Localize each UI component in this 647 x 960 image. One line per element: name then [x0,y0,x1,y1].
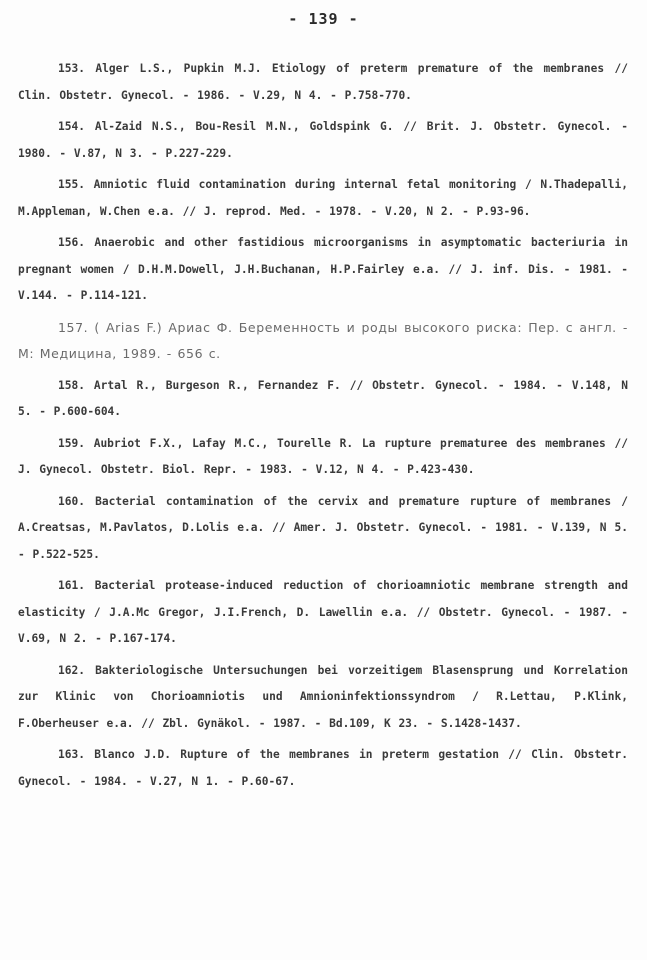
reference-item: 163. Blanco J.D. Rupture of the membranes in preterm gestation // Clin. Obstetr. Gynecol. - 1984. - V.27, N 1. - P.60-67. [18,748,628,788]
reference-item: 153. Alger L.S., Pupkin M.J. Etiology of preterm premature of the membranes // Clin. Obstetr. Gynecol. - 1986. - V.29, N 4. - P.758-770. [18,62,628,102]
reference-item: 155. Amniotic fluid contamination during internal fetal monitoring / N.Thadepalli, M.Appleman, W.Chen e.a. // J. reprod. Med. - 1978. - V.20, N 2. - P.93-96. [18,178,628,218]
reference-item: 160. Bacterial contamination of the cervix and premature rupture of membranes / A.Creatsas, M.Pavlatos, D.Lolis e.a. // Amer. J. Obstetr. Gynecol. - 1981. - V.139, N 5. - P.522-525. [18,494,628,561]
page-number: - 139 - [288,10,359,28]
reference-item: 157. ( Arias F.) Ариас Ф. Беременность и роды высокого риска: Пер. с англ. - М: Медицина, 1989. - 656 с. [18,319,628,361]
reference-list [18,56,628,800]
reference-item: 162. Bakteriologische Untersuchungen bei vorzeitigem Blasensprung und Korrelation zur Klinic von Chorioamniotis und Amnioninfektionssyndrom / R.Lettau, P.Klink, F.Oberheuser e.a. // Zbl. Gynäkol. - 1987. - Bd.109, K 23. - S.1428-1437. [18,663,628,730]
reference-item: 161. Bacterial protease-induced reduction of chorioamniotic membrane strength and elasticity / J.A.Mc Gregor, J.I.French, D. Lawellin e.a. // Obstetr. Gynecol. - 1987. - V.69, N 2. - P.167-174. [18,579,628,645]
reference-item: 154. Al-Zaid N.S., Bou-Resil M.N., Goldspink G. // Brit. J. Obstetr. Gynecol. - 1980. - V.87, N 3. - P.227-229. [18,120,628,160]
reference-item: 158. Artal R., Burgeson R., Fernandez F. // Obstetr. Gynecol. - 1984. - V.148, N 5. - P.600-604. [18,378,628,418]
reference-item: 159. Aubriot F.X., Lafay M.C., Tourelle R. La rupture prematuree des membranes // J. Gynecol. Obstetr. Biol. Repr. - 1983. - V.12, N 4. - P.423-430. [18,436,628,476]
reference-item: 156. Anaerobic and other fastidious microorganisms in asymptomatic bacteriuria in pregnant women / D.H.M.Dowell, J.H.Buchanan, H.P.Fairley e.a. // J. inf. Dis. - 1981. - V.144. - P.114-121. [18,236,628,302]
